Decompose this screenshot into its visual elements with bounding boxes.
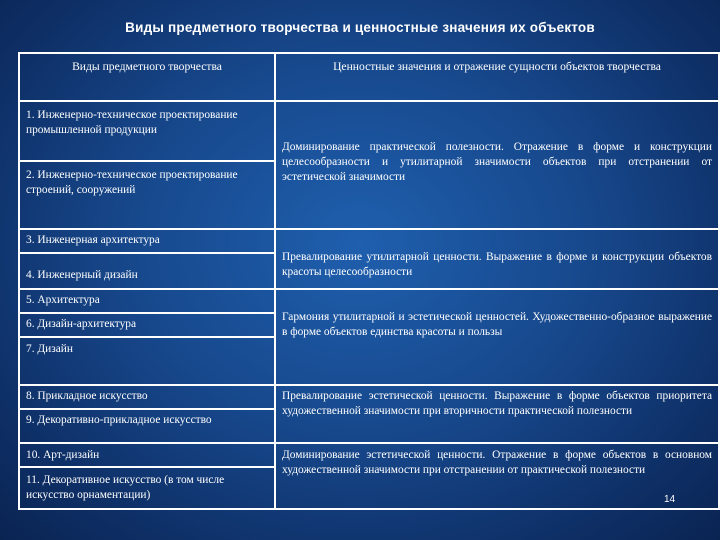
left-cell-10: 10. Арт-дизайн <box>26 449 100 461</box>
table <box>18 52 720 510</box>
slide-title: Виды предметного творчества и ценностные значения их объектов <box>125 20 595 35</box>
left-cell-8: 8. Прикладное искусство <box>26 390 148 402</box>
table-border <box>18 508 720 510</box>
row-divider <box>18 442 720 444</box>
left-cell-3: 3. Инженерная архитектура <box>26 234 160 246</box>
left-cell-1: 1. Инженерно-техническое проектирование промышленной продукции <box>26 109 238 136</box>
right-cell-3: Гармония утилитарной и эстетической ценностей. Художественно-образное выражение в форме объектов единства красоты и пользы <box>282 311 712 338</box>
left-cell-4: 4. Инженерный дизайн <box>26 269 138 281</box>
row-divider <box>18 466 275 468</box>
row-divider <box>18 408 275 410</box>
right-cell-2: Превалирование утилитарной ценности. Выражение в форме и конструкции объектов красоты целесообразности <box>282 251 712 278</box>
page-number: 14 <box>664 494 676 505</box>
left-cell-11: 11. Декоративное искусство (в том числе искусство орнаментации) <box>26 474 225 501</box>
right-cell-1: Доминирование практической полезности. Отражение в форме и конструкции целесообразности и утилитарной значимости объектов при отстранении от эстетической значимости <box>282 141 712 183</box>
row-divider <box>18 336 275 338</box>
left-cell-5: 5. Архитектура <box>26 294 100 306</box>
row-divider <box>18 160 275 162</box>
left-cell-7: 7. Дизайн <box>26 343 74 355</box>
left-cell-9: 9. Декоративно-прикладное искусство <box>26 414 212 426</box>
right-cell-5: Доминирование эстетической ценности. Отражение в форме объектов в основном художественной значимости при отстранении от практической полезности <box>282 449 712 476</box>
row-divider <box>18 252 275 254</box>
header-right: Ценностные значения и отражение сущности объектов творчества <box>333 60 661 73</box>
row-divider <box>18 288 720 290</box>
row-divider <box>18 100 720 102</box>
row-divider <box>18 228 720 230</box>
table-border <box>18 52 720 54</box>
header-left: Виды предметного творчества <box>72 60 222 73</box>
left-cell-2: 2. Инженерно-техническое проектирование строений, сооружений <box>26 169 238 196</box>
row-divider <box>18 384 720 386</box>
right-cell-4: Превалирование эстетической ценности. Выражение в форме объектов приоритета художественной значимости при вторичности практической полезности <box>282 390 712 417</box>
left-cell-6: 6. Дизайн-архитектура <box>26 318 137 330</box>
row-divider <box>18 312 275 314</box>
